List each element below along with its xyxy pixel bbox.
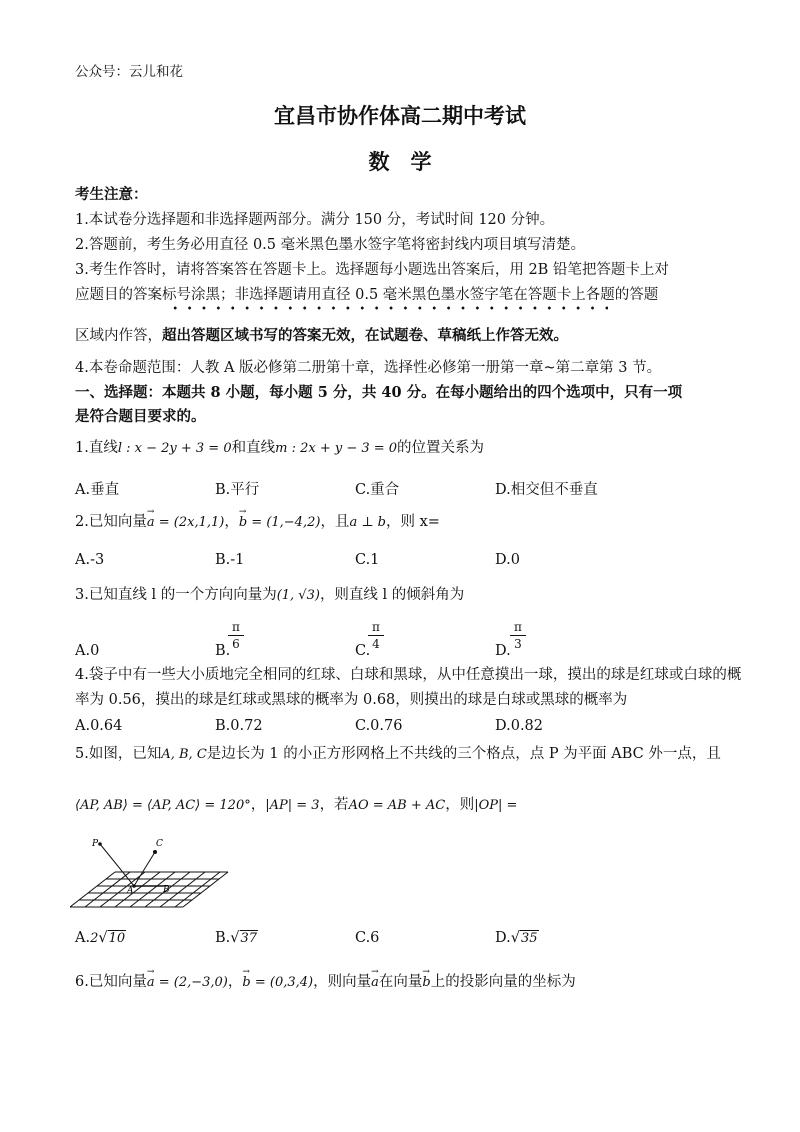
q5-line1-post: 是边长为 1 的小正方形网格上不共线的三个格点，点 P 为平面 ABC 外一点，且 [206,746,721,762]
notice-item-3c-bold: 超出答题区域书写的答案无效，在试题卷、草稿纸上作答无效。 [162,327,568,344]
q1-option-c: C.重合 [355,482,400,498]
q2-b-val: = (1,−4,2) [247,515,321,530]
q6-stem [75,972,576,993]
q6-b-val: = (0,3,4) [250,975,314,990]
q3-frac-c-num: π [372,620,380,634]
emphasis-dots [168,305,608,311]
q6-vector-a: → a [147,973,155,993]
q2-option-b: B.-1 [215,552,245,568]
q3-option-a: A.0 [75,643,100,659]
label-b: B [163,885,170,895]
q5-grid-figure [70,832,230,922]
notice-item-2: 2.答题前，考生务必用直径 0.5 毫米黑色墨水签字笔将密封线内项目填写清楚。 [75,237,586,253]
q5-option-a: A.2√10 [75,930,126,946]
q3-option-b: B. [215,643,231,659]
q6-mid: ，则向量 [313,974,372,990]
q1-post: 的位置关系为 [397,440,485,456]
q3-option-c: C. [355,643,371,659]
q5-option-b-rad: 37 [240,931,258,946]
q1-pre: 1.直线 [75,440,118,456]
q5-line2 [75,795,517,816]
q1-stem [75,438,484,459]
account-header: 公众号：云儿和花 [75,64,183,80]
q3-frac-b [228,620,244,651]
q5-option-a-rad: 10 [108,931,126,946]
q5-option-d-label: D. [495,930,511,946]
q2-a-val: = (2x,1,1) [154,515,225,530]
q4-option-d: D.0.82 [495,718,544,734]
notice-item-3c-plain: 区域内作答， [75,328,162,344]
q2-mid: ，且 [320,514,350,530]
q5-line1 [75,744,721,765]
q5-mid2: ，则 [445,797,475,813]
q6-vector-b2: → b [422,973,430,993]
section1-line1: 一、选择题：本题共 8 小题，每小题 5 分，共 40 分。在每小题给出的四个选项中，只有一项 [75,384,683,401]
q5-abc: A, B, C [161,747,207,762]
q3-option-d: D. [495,643,511,659]
q4-option-c: C.0.76 [355,718,403,734]
q1-option-a: A.垂直 [75,482,120,498]
q2-stem [75,512,440,533]
q5-eq-ap: |AP| = 3 [265,798,320,813]
q3-frac-d-num: π [514,620,522,634]
exam-title: 宜昌市协作体高二期中考试 [274,104,526,128]
q5-mid: ，若 [319,797,349,813]
notice-item-3c [75,326,568,346]
q5-option-c: C.6 [355,930,380,946]
q3-frac-c [368,620,384,651]
notice-item-1: 1.本试卷分选择题和非选择题两部分。满分 150 分，考试时间 120 分钟。 [75,212,555,228]
q3-frac-b-num: π [232,620,240,634]
q3-post: ，则直线 l 的倾斜角为 [319,587,465,603]
q2-cond: a ⊥ b [349,515,386,530]
q4-line2: 率为 0.56，摸出的球是红球或黑球的概率为 0.68，则摸出的球是白球或黑球的概率为 [75,692,628,708]
q2-vector-a: → a [147,513,155,533]
q2-option-d: D.0 [495,552,520,568]
q1-mid: 和直线 [231,440,276,456]
q3-stem [75,585,464,606]
q5-option-a-coef: 2 [90,931,99,946]
q5-option-d-rad: 35 [520,931,538,946]
q1-eq-l: l : x − 2y + 3 = 0 [117,441,232,456]
q5-eq-op: |OP| = [474,798,518,813]
q1-option-b: B.平行 [215,482,260,498]
q3-frac-b-den: 6 [232,637,240,651]
q5-pre: 5.如图，已知 [75,746,162,762]
q6-vector-b: → b [242,973,250,993]
q1-eq-m: m : 2x + y − 3 = 0 [275,441,398,456]
q3-frac-d [510,620,526,651]
q4-line1: 4.袋子中有一些大小质地完全相同的红球、白球和黑球，从中任意摸出一球，摸出的球是红球或白球的概 [75,667,742,683]
q5-option-b: B.√37 [215,930,258,946]
q2-vector-b: → b [239,513,247,533]
notice-item-3a: 3.考生作答时，请将答案答在答题卡上。选择题每小题选出答案后，用 2B 铅笔把答题卡上对 [75,262,669,278]
q6-mid2: 在向量 [378,974,423,990]
q5-option-d: D.√35 [495,930,538,946]
q4-option-b: B.0.72 [215,718,263,734]
q2-option-c: C.1 [355,552,380,568]
q5-eq-angles: ⟨AP, AB⟩ = ⟨AP, AC⟩ = 120° [75,798,251,813]
q3-frac-c-den: 4 [372,637,380,651]
q6-a-val: = (2,−3,0) [154,975,228,990]
q5-option-b-label: B. [215,930,231,946]
q2-pre: 2.已知向量 [75,514,147,530]
q5-option-a-label: A. [75,930,91,946]
q3-frac-d-den: 3 [514,637,522,651]
q5-sep1: ， [250,797,266,813]
notice-item-3b: 应题目的答案标号涂黑；非选择题请用直径 0.5 毫米黑色墨水签字笔在答题卡上各题的答题 [75,287,659,303]
q2-option-a: A.-3 [75,552,105,568]
point-c [153,850,157,854]
q1-option-d: D.相交但不垂直 [495,482,598,498]
subject-title: 数 学 [368,150,432,174]
q2-sep: ， [224,514,239,530]
q6-post: 上的投影向量的坐标为 [430,974,576,990]
label-c: C [156,839,163,849]
notice-item-4: 4.本卷命题范围：人教 A 版必修第二册第十章，选择性必修第一册第一章~第二章第 3 节。 [75,360,662,376]
label-p: P [92,839,99,849]
label-a: A [127,886,134,896]
q6-sep: ， [227,974,243,990]
section1-line2: 是符合题目要求的。 [75,408,206,425]
q3-vec: (1, √3) [276,588,320,603]
q5-eq-ao: AO = AB + AC [348,798,446,813]
point-p [98,842,102,846]
q6-vector-a2: → a [371,973,379,993]
notice-heading: 考生注意： [75,186,148,203]
q2-post: ，则 x= [386,514,440,530]
q3-pre: 3.已知直线 l 的一个方向向量为 [75,587,277,603]
q4-option-a: A.0.64 [75,718,123,734]
q6-pre: 6.已知向量 [75,974,147,990]
